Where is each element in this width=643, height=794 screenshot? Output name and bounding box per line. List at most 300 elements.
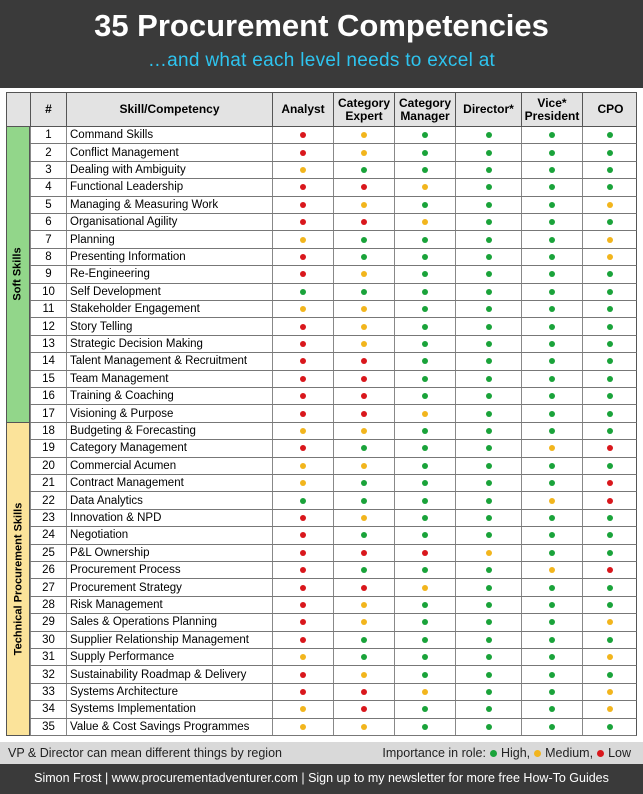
importance-cell-director (455, 127, 521, 143)
importance-dot-icon (422, 463, 428, 469)
importance-cell-vice-president (521, 144, 582, 160)
page-subtitle: …and what each level needs to excel at (147, 50, 496, 71)
skill-name: Contract Management (66, 475, 272, 491)
skill-name: Data Analytics (66, 492, 272, 508)
importance-dot-icon (607, 654, 613, 660)
skill-name: Risk Management (66, 597, 272, 613)
importance-cell-vice-president (521, 527, 582, 543)
importance-cell-cpo (582, 614, 637, 630)
importance-cell-category-expert (333, 597, 394, 613)
importance-cell-category-expert (333, 545, 394, 561)
importance-dot-icon (607, 150, 613, 156)
importance-dot-icon (486, 393, 492, 399)
row-number: 14 (30, 353, 66, 369)
importance-dot-icon (361, 324, 367, 330)
importance-cell-category-expert (333, 318, 394, 334)
table-row (30, 371, 637, 388)
importance-cell-category-manager (394, 632, 455, 648)
importance-dot-icon (549, 132, 555, 138)
table-row (30, 684, 637, 701)
table-row (30, 405, 637, 422)
importance-cell-category-manager (394, 388, 455, 404)
header-skill: Skill/Competency (67, 93, 273, 126)
importance-cell-category-expert (333, 144, 394, 160)
importance-cell-cpo (582, 336, 637, 352)
importance-cell-category-expert (333, 197, 394, 213)
importance-dot-icon (361, 376, 367, 382)
importance-cell-category-expert (333, 371, 394, 387)
importance-dot-icon (422, 515, 428, 521)
importance-dot-icon (422, 619, 428, 625)
importance-cell-director (455, 458, 521, 474)
importance-dot-icon (486, 219, 492, 225)
importance-dot-icon (422, 445, 428, 451)
importance-dot-icon (300, 184, 306, 190)
importance-cell-vice-president (521, 510, 582, 526)
importance-cell-analyst (272, 214, 333, 230)
importance-dot-icon (607, 637, 613, 643)
importance-dot-icon (486, 341, 492, 347)
importance-dot-icon (486, 706, 492, 712)
importance-dot-icon (486, 532, 492, 538)
importance-cell-category-manager (394, 684, 455, 700)
importance-cell-category-expert (333, 614, 394, 630)
skill-name: Training & Coaching (66, 388, 272, 404)
importance-cell-cpo (582, 231, 637, 247)
importance-dot-icon (607, 289, 613, 295)
importance-cell-vice-president (521, 632, 582, 648)
importance-cell-vice-president (521, 179, 582, 195)
importance-cell-analyst (272, 301, 333, 317)
importance-cell-analyst (272, 632, 333, 648)
table-row (30, 353, 637, 370)
importance-dot-icon (300, 132, 306, 138)
importance-cell-cpo (582, 684, 637, 700)
importance-dot-icon (607, 428, 613, 434)
importance-cell-director (455, 266, 521, 282)
importance-cell-category-expert (333, 214, 394, 230)
importance-dot-icon (300, 567, 306, 573)
table-row (30, 649, 637, 666)
table-row (30, 318, 637, 335)
importance-cell-director (455, 579, 521, 595)
table-row (30, 127, 637, 144)
importance-dot-icon (549, 202, 555, 208)
importance-cell-director (455, 684, 521, 700)
importance-dot-icon (300, 306, 306, 312)
importance-dot-icon (607, 463, 613, 469)
importance-dot-icon (549, 219, 555, 225)
importance-dot-icon (549, 445, 555, 451)
skill-name: Dealing with Ambiguity (66, 162, 272, 178)
table-row (30, 545, 637, 562)
importance-dot-icon (361, 254, 367, 260)
importance-dot-icon (486, 672, 492, 678)
importance-dot-icon (422, 602, 428, 608)
importance-dot-icon (422, 654, 428, 660)
header-level-director: Director* (456, 93, 522, 126)
legend-prefix: Importance in role: (382, 746, 486, 760)
importance-dot-icon (422, 254, 428, 260)
importance-dot-icon (549, 306, 555, 312)
importance-cell-analyst (272, 231, 333, 247)
importance-cell-cpo (582, 719, 637, 735)
importance-dot-icon (486, 619, 492, 625)
importance-dot-icon (486, 463, 492, 469)
importance-cell-cpo (582, 371, 637, 387)
importance-cell-category-manager (394, 510, 455, 526)
row-number: 7 (30, 231, 66, 247)
importance-cell-category-manager (394, 527, 455, 543)
importance-cell-director (455, 440, 521, 456)
header-level-category-expert: Category Expert (334, 93, 395, 126)
importance-cell-category-expert (333, 701, 394, 717)
importance-dot-icon (486, 289, 492, 295)
importance-dot-icon (486, 358, 492, 364)
importance-dot-icon (486, 724, 492, 730)
importance-cell-director (455, 562, 521, 578)
skill-name: Managing & Measuring Work (66, 197, 272, 213)
importance-cell-cpo (582, 440, 637, 456)
importance-cell-director (455, 510, 521, 526)
importance-cell-category-expert (333, 353, 394, 369)
row-number: 6 (30, 214, 66, 230)
importance-cell-analyst (272, 162, 333, 178)
importance-dot-icon (422, 498, 428, 504)
skill-name: P&L Ownership (66, 545, 272, 561)
importance-cell-vice-president (521, 388, 582, 404)
skill-name: Functional Leadership (66, 179, 272, 195)
importance-dot-icon (549, 637, 555, 643)
importance-cell-director (455, 545, 521, 561)
importance-dot-icon (422, 672, 428, 678)
table-row (30, 336, 637, 353)
importance-dot-icon (549, 411, 555, 417)
importance-dot-icon (549, 498, 555, 504)
importance-dot-icon (607, 184, 613, 190)
importance-cell-category-expert (333, 649, 394, 665)
importance-cell-cpo (582, 284, 637, 300)
importance-cell-cpo (582, 458, 637, 474)
importance-cell-cpo (582, 701, 637, 717)
importance-cell-category-expert (333, 249, 394, 265)
legend-band (0, 742, 643, 764)
importance-dot-icon (486, 515, 492, 521)
importance-dot-icon (300, 271, 306, 277)
row-number: 9 (30, 266, 66, 282)
importance-dot-icon (549, 480, 555, 486)
importance-dot-icon (607, 672, 613, 678)
importance-cell-category-manager (394, 266, 455, 282)
row-number: 34 (30, 701, 66, 717)
importance-dot-icon (607, 132, 613, 138)
importance-dot-icon (422, 480, 428, 486)
importance-cell-category-expert (333, 719, 394, 735)
importance-cell-analyst (272, 423, 333, 439)
importance-cell-cpo (582, 249, 637, 265)
importance-dot-icon (300, 515, 306, 521)
importance-cell-vice-president (521, 475, 582, 491)
importance-cell-category-manager (394, 666, 455, 682)
importance-dot-icon (607, 271, 613, 277)
importance-cell-cpo (582, 353, 637, 369)
row-number: 15 (30, 371, 66, 387)
table-row (30, 719, 637, 736)
row-number: 3 (30, 162, 66, 178)
importance-dot-icon (361, 358, 367, 364)
importance-cell-director (455, 371, 521, 387)
importance-cell-category-expert (333, 579, 394, 595)
importance-dot-icon (422, 219, 428, 225)
importance-dot-icon (361, 271, 367, 277)
row-number: 35 (30, 719, 66, 735)
table-row (30, 579, 637, 596)
importance-dot-icon (607, 480, 613, 486)
importance-dot-icon (607, 602, 613, 608)
importance-cell-category-expert (333, 179, 394, 195)
importance-cell-cpo (582, 632, 637, 648)
skill-name: Budgeting & Forecasting (66, 423, 272, 439)
row-number: 21 (30, 475, 66, 491)
table-row (30, 301, 637, 318)
importance-dot-icon (300, 602, 306, 608)
skill-name: Supply Performance (66, 649, 272, 665)
skill-name: Stakeholder Engagement (66, 301, 272, 317)
skill-name: Supplier Relationship Management (66, 632, 272, 648)
importance-dot-icon (422, 237, 428, 243)
importance-cell-analyst (272, 179, 333, 195)
importance-cell-category-manager (394, 597, 455, 613)
skill-name: Talent Management & Recruitment (66, 353, 272, 369)
importance-dot-icon (549, 428, 555, 434)
skill-name: Sales & Operations Planning (66, 614, 272, 630)
importance-dot-icon (549, 393, 555, 399)
skill-name: Re-Engineering (66, 266, 272, 282)
header-level-analyst: Analyst (273, 93, 334, 126)
importance-cell-analyst (272, 318, 333, 334)
importance-cell-director (455, 388, 521, 404)
importance-cell-analyst (272, 475, 333, 491)
skill-name: Conflict Management (66, 144, 272, 160)
importance-cell-analyst (272, 458, 333, 474)
importance-dot-icon (607, 393, 613, 399)
skill-name: Negotiation (66, 527, 272, 543)
importance-dot-icon (300, 463, 306, 469)
importance-cell-director (455, 614, 521, 630)
section-label-text: Technical Procurement Skills (12, 502, 25, 656)
importance-cell-director (455, 197, 521, 213)
importance-dot-icon (549, 672, 555, 678)
importance-cell-analyst (272, 684, 333, 700)
importance-dot-icon (549, 324, 555, 330)
header-level-category-manager: Category Manager (395, 93, 456, 126)
table-row (30, 597, 637, 614)
importance-dot-icon (300, 619, 306, 625)
importance-dot-icon (549, 150, 555, 156)
row-number: 5 (30, 197, 66, 213)
row-number: 4 (30, 179, 66, 195)
section-label-soft-skills (6, 127, 30, 423)
importance-cell-analyst (272, 492, 333, 508)
importance-cell-category-manager (394, 284, 455, 300)
importance-dot-icon (300, 411, 306, 417)
importance-cell-director (455, 597, 521, 613)
importance-cell-category-manager (394, 179, 455, 195)
importance-dot-icon (361, 219, 367, 225)
importance-cell-analyst (272, 649, 333, 665)
skill-name: Planning (66, 231, 272, 247)
importance-cell-category-manager (394, 545, 455, 561)
importance-dot-icon (361, 132, 367, 138)
importance-dot-icon (300, 498, 306, 504)
importance-dot-icon (607, 445, 613, 451)
importance-dot-icon (549, 602, 555, 608)
importance-dot-icon (607, 306, 613, 312)
importance-dot-icon (549, 567, 555, 573)
importance-dot-icon (549, 585, 555, 591)
importance-dot-icon (361, 550, 367, 556)
table-row (30, 614, 637, 631)
skill-name: Presenting Information (66, 249, 272, 265)
row-number: 23 (30, 510, 66, 526)
importance-cell-category-expert (333, 492, 394, 508)
importance-cell-cpo (582, 318, 637, 334)
importance-dot-icon (549, 237, 555, 243)
importance-cell-cpo (582, 266, 637, 282)
importance-cell-vice-president (521, 405, 582, 421)
importance-dot-icon (486, 654, 492, 660)
importance-dot-icon (300, 550, 306, 556)
importance-dot-icon (607, 254, 613, 260)
importance-cell-category-expert (333, 632, 394, 648)
importance-dot-icon (486, 376, 492, 382)
importance-cell-director (455, 144, 521, 160)
importance-cell-director (455, 284, 521, 300)
importance-cell-cpo (582, 162, 637, 178)
importance-cell-cpo (582, 510, 637, 526)
importance-dot-icon (607, 498, 613, 504)
importance-dot-icon (361, 167, 367, 173)
importance-cell-category-expert (333, 527, 394, 543)
importance-cell-cpo (582, 127, 637, 143)
table-row (30, 423, 637, 440)
importance-dot-icon (549, 706, 555, 712)
importance-cell-cpo (582, 475, 637, 491)
footer: Simon Frost | www.procurementadventurer.com | Sign up to my newsletter for more free How-To Guides (0, 764, 643, 794)
skill-name: Value & Cost Savings Programmes (66, 719, 272, 735)
importance-cell-vice-president (521, 597, 582, 613)
importance-cell-category-expert (333, 440, 394, 456)
importance-dot-icon (486, 480, 492, 486)
row-number: 17 (30, 405, 66, 421)
header-level-cpo: CPO (597, 102, 624, 116)
importance-cell-analyst (272, 666, 333, 682)
importance-cell-category-manager (394, 579, 455, 595)
importance-dot-icon (486, 689, 492, 695)
importance-dot-icon (486, 167, 492, 173)
importance-dot-icon (549, 515, 555, 521)
importance-cell-vice-president (521, 127, 582, 143)
row-number: 12 (30, 318, 66, 334)
importance-cell-category-manager (394, 614, 455, 630)
importance-cell-cpo (582, 214, 637, 230)
skill-name: Command Skills (66, 127, 272, 143)
importance-dot-icon (361, 289, 367, 295)
skill-name: Organisational Agility (66, 214, 272, 230)
importance-cell-cpo (582, 649, 637, 665)
importance-dot-icon (361, 706, 367, 712)
importance-dot-icon (361, 306, 367, 312)
importance-cell-category-manager (394, 649, 455, 665)
section-label-technical-skills (6, 423, 30, 736)
skill-name: Sustainability Roadmap & Delivery (66, 666, 272, 682)
importance-cell-analyst (272, 336, 333, 352)
skill-name: Procurement Strategy (66, 579, 272, 595)
importance-cell-cpo (582, 492, 637, 508)
importance-dot-icon (300, 532, 306, 538)
importance-dot-icon (549, 254, 555, 260)
importance-cell-director (455, 336, 521, 352)
importance-cell-category-expert (333, 684, 394, 700)
importance-dot-icon (300, 358, 306, 364)
importance-cell-director (455, 527, 521, 543)
importance-cell-director (455, 179, 521, 195)
competency-table (6, 92, 637, 738)
importance-dot-icon (361, 672, 367, 678)
table-row (30, 701, 637, 718)
importance-cell-director (455, 405, 521, 421)
importance-cell-director (455, 666, 521, 682)
importance-cell-analyst (272, 249, 333, 265)
importance-cell-category-expert (333, 475, 394, 491)
importance-dot-icon (607, 411, 613, 417)
importance-cell-category-manager (394, 492, 455, 508)
importance-dot-icon (607, 532, 613, 538)
row-number: 30 (30, 632, 66, 648)
table-row (30, 179, 637, 196)
importance-cell-category-expert (333, 231, 394, 247)
importance-cell-director (455, 214, 521, 230)
importance-dot-icon (300, 167, 306, 173)
importance-dot-icon (607, 619, 613, 625)
importance-dot-icon (361, 602, 367, 608)
importance-dot-icon (549, 167, 555, 173)
importance-cell-category-expert (333, 266, 394, 282)
importance-dot-icon (361, 498, 367, 504)
header-num: # (31, 93, 67, 126)
importance-cell-category-expert (333, 284, 394, 300)
row-number: 18 (30, 423, 66, 439)
row-number: 2 (30, 144, 66, 160)
importance-dot-icon (607, 515, 613, 521)
importance-cell-vice-president (521, 353, 582, 369)
importance-dot-icon (607, 167, 613, 173)
importance-cell-analyst (272, 510, 333, 526)
importance-cell-cpo (582, 144, 637, 160)
table-row (30, 475, 637, 492)
skill-name: Visioning & Purpose (66, 405, 272, 421)
importance-dot-icon (300, 341, 306, 347)
importance-dot-icon (486, 550, 492, 556)
importance-cell-vice-president (521, 701, 582, 717)
importance-cell-vice-president (521, 162, 582, 178)
importance-dot-icon (486, 498, 492, 504)
header-section-blank (7, 93, 31, 126)
importance-cell-director (455, 649, 521, 665)
importance-cell-category-manager (394, 458, 455, 474)
importance-dot-icon (486, 150, 492, 156)
importance-cell-category-expert (333, 127, 394, 143)
